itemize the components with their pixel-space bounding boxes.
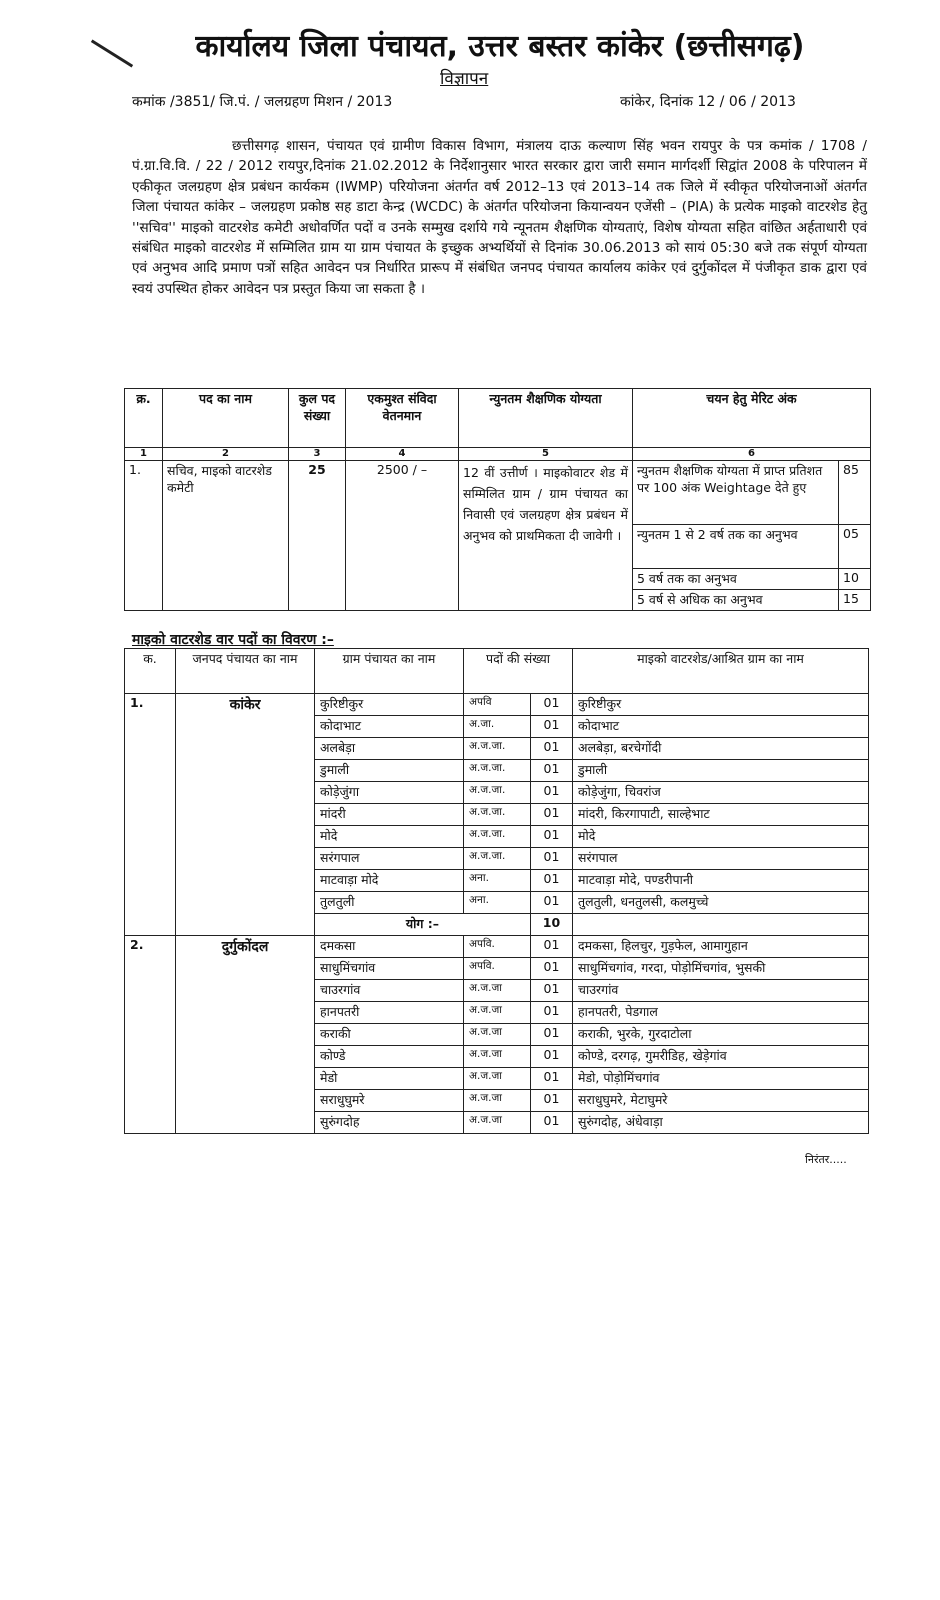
header-merit: चयन हेतु मेरिट अंक [633, 389, 871, 448]
table-row [125, 694, 869, 716]
row-pay: 2500 / – [346, 461, 459, 611]
village-names: सराधुघुमरे, मेटाघुमरे [573, 1090, 869, 1112]
col-number: 3 [289, 448, 346, 461]
post-count: 01 [531, 694, 573, 716]
empty-cell [573, 914, 869, 936]
continued-label: निरंतर..... [805, 1153, 847, 1166]
col-number: 4 [346, 448, 459, 461]
header-janpad: जनपद पंचायत का नाम [176, 649, 315, 694]
reservation-category: अ.ज.जा [464, 1002, 531, 1024]
gram-panchayat: कोण्डे [315, 1046, 464, 1068]
gram-panchayat: अलबेड़ा [315, 738, 464, 760]
village-names: कोदाभाट [573, 716, 869, 738]
total-label: योग :– [315, 914, 531, 936]
header-sr: क्र. [125, 389, 163, 448]
group-sr: 2. [125, 936, 176, 1134]
col-number: 5 [459, 448, 633, 461]
reservation-category: अपवि [464, 694, 531, 716]
reservation-category: अना. [464, 870, 531, 892]
village-names: अलबेड़ा, बरचेगोंदी [573, 738, 869, 760]
reservation-category: अ.ज.जा [464, 980, 531, 1002]
gram-panchayat: मेडो [315, 1068, 464, 1090]
village-names: कोण्डे, दरगढ़, गुमरीडिह, खेड़ेगांव [573, 1046, 869, 1068]
post-count: 01 [531, 804, 573, 826]
gram-panchayat: सराधुघुमरे [315, 1090, 464, 1112]
reference-date: कांकेर, दिनांक 12 / 06 / 2013 [620, 94, 796, 110]
gram-panchayat: सुरुंगदोह [315, 1112, 464, 1134]
col-number: 1 [125, 448, 163, 461]
reservation-category: अ.ज.जा [464, 1112, 531, 1134]
post-count: 01 [531, 738, 573, 760]
janpad-name: कांकेर [176, 694, 315, 936]
merit-criterion: 5 वर्ष तक का अनुभव [633, 569, 839, 590]
gram-panchayat: मोदे [315, 826, 464, 848]
reservation-category: अ.ज.जा. [464, 826, 531, 848]
row-post: सचिव, माइको वाटरशेड कमेटी [163, 461, 289, 611]
posts-table [124, 388, 871, 611]
table-row [125, 936, 869, 958]
watershed-table [124, 648, 869, 1134]
village-names: सुरुंगदोह, अंधेवाड़ा [573, 1112, 869, 1134]
village-names: मोदे [573, 826, 869, 848]
janpad-name: दुर्गुकोंदल [176, 936, 315, 1134]
col-number: 6 [633, 448, 871, 461]
header-village: माइको वाटरशेड/आश्रित ग्राम का नाम [573, 649, 869, 694]
reservation-category: अपवि. [464, 936, 531, 958]
header-sr: क. [125, 649, 176, 694]
post-count: 01 [531, 1002, 573, 1024]
post-count: 01 [531, 936, 573, 958]
village-names: चाउरगांव [573, 980, 869, 1002]
village-names: मेडो, पोड़ोमिंचगांव [573, 1068, 869, 1090]
reservation-category: अ.ज.जा. [464, 738, 531, 760]
village-names: दमकसा, हिलचुर, गुड़फेल, आमागुहान [573, 936, 869, 958]
post-count: 01 [531, 892, 573, 914]
village-names: सरंगपाल [573, 848, 869, 870]
gram-panchayat: माटवाड़ा मोदे [315, 870, 464, 892]
post-count: 01 [531, 826, 573, 848]
reservation-category: अ.ज.जा. [464, 848, 531, 870]
merit-marks: 05 [839, 525, 871, 569]
header-post-count: पदों की संख्या [464, 649, 573, 694]
post-count: 01 [531, 1024, 573, 1046]
post-count: 01 [531, 1090, 573, 1112]
gram-panchayat: मांदरी [315, 804, 464, 826]
post-count: 01 [531, 1112, 573, 1134]
header-count: कुल पद संख्या [289, 389, 346, 448]
total-count: 10 [531, 914, 573, 936]
village-names: कुरिष्टीकुर [573, 694, 869, 716]
gram-panchayat: कोड़ेजुंगा [315, 782, 464, 804]
section-title: माइको वाटरशेड वार पदों का विवरण :– [132, 632, 334, 648]
village-names: माटवाड़ा मोदे, पण्डरीपानी [573, 870, 869, 892]
group-sr: 1. [125, 694, 176, 936]
reservation-category: अ.ज.जा [464, 1046, 531, 1068]
village-names: साधुमिंचगांव, गरदा, पोड़ोमिंचगांव, भुसकी [573, 958, 869, 980]
village-names: कराकी, भुरके, गुरदाटोला [573, 1024, 869, 1046]
gram-panchayat: चाउरगांव [315, 980, 464, 1002]
reservation-category: अ.ज.जा. [464, 760, 531, 782]
advertisement-label: विज्ञापन [440, 69, 489, 89]
post-count: 01 [531, 870, 573, 892]
row-count: 25 [289, 461, 346, 611]
gram-panchayat: हानपतरी [315, 1002, 464, 1024]
post-count: 01 [531, 980, 573, 1002]
gram-panchayat: कराकी [315, 1024, 464, 1046]
reference-number: कमांक /3851/ जि.पं. / जलग्रहण मिशन / 2013 [132, 94, 393, 110]
village-names: तुलतुली, धनतुलसी, कलमुच्चे [573, 892, 869, 914]
village-names: डुमाली [573, 760, 869, 782]
reservation-category: अना. [464, 892, 531, 914]
village-names: कोड़ेजुंगा, चिवरांज [573, 782, 869, 804]
merit-criterion: न्युनतम शैक्षणिक योग्यता में प्राप्त प्रतिशत पर 100 अंक Weightage देते हुए [633, 461, 839, 525]
gram-panchayat: साधुमिंचगांव [315, 958, 464, 980]
reservation-category: अ.ज.जा. [464, 804, 531, 826]
pen-mark [91, 40, 133, 68]
post-count: 01 [531, 848, 573, 870]
post-count: 01 [531, 1068, 573, 1090]
header-post: पद का नाम [163, 389, 289, 448]
village-names: मांदरी, किरगापाटी, साल्हेभाट [573, 804, 869, 826]
reservation-category: अ.ज.जा [464, 1068, 531, 1090]
col-number: 2 [163, 448, 289, 461]
merit-criterion: न्युनतम 1 से 2 वर्ष तक का अनुभव [633, 525, 839, 569]
header-qualification: न्युनतम शैक्षणिक योग्यता [459, 389, 633, 448]
merit-marks: 15 [839, 590, 871, 611]
gram-panchayat: तुलतुली [315, 892, 464, 914]
reservation-category: अ.जा. [464, 716, 531, 738]
notice-body: छत्तीसगढ़ शासन, पंचायत एवं ग्रामीण विकास विभाग, मंत्रालय दाऊ कल्याण सिंह भवन रायपुर के पत्र कमांक / 1708 / पं.ग्रा.वि.वि. / 22 / 2012 रायपुर,दिनांक 21.02.2012 के निर्देशानुसार भारत सरकार द्वारा जारी समान मार्गदर्शी सिद्वांत 2008 के परिपालन में एकीकृत जलग्रहण क्षेत्र प्रबंधन कार्यकम (IWMP) परियोजना अंतर्गत वर्ष 2012–13 एवं 2013–14 तक जिले में स्वीकृत परियोजनाओं अंतर्गत जिला पंचायत कांकेर – जलग्रहण प्रकोष्ठ सह डाटा केन्द्र (WCDC) के अंतर्गत परियोजना कियान्वयन एजेंसी – (PIA) के प्रत्येक माइको वाटरशेड हेतु ''सचिव'' माइको वाटरशेड कमेटी अधोवर्णित पदों व उनके सम्मुख दर्शाये गये न्यूनतम शैक्षणिक योग्यताएं, विशेष योग्यता सहित वांछित अर्हताधारी एवं संबंधित माइको वाटरशेड में सम्मिलित ग्राम या ग्राम पंचायत के इच्छुक अभ्यर्थियों से दिनांक 30.06.2013 को सायं 05:30 बजे तक संपूर्ण योग्यता एवं अनुभव आदि प्रमाण पत्रों सहित आवेदन पत्र निर्धारित प्रारूप में संबंधित जनपद पंचायत कार्यालय कांकेर एवं दुर्गुकोंदल में पंजीकृत डाक द्वारा एवं स्वयं उपस्थित होकर आवेदन पत्र प्रस्तुत किया जा सकता है । [132, 138, 867, 297]
reservation-category: अपवि. [464, 958, 531, 980]
header-pay: एकमुश्त संविदा वेतनमान [346, 389, 459, 448]
post-count: 01 [531, 760, 573, 782]
reservation-category: अ.ज.जा. [464, 782, 531, 804]
post-count: 01 [531, 958, 573, 980]
village-names: हानपतरी, पेडगाल [573, 1002, 869, 1024]
gram-panchayat: कोदाभाट [315, 716, 464, 738]
gram-panchayat: सरंगपाल [315, 848, 464, 870]
post-count: 01 [531, 782, 573, 804]
row-sr: 1. [125, 461, 163, 611]
gram-panchayat: डुमाली [315, 760, 464, 782]
merit-criterion: 5 वर्ष से अधिक का अनुभव [633, 590, 839, 611]
reservation-category: अ.ज.जा [464, 1090, 531, 1112]
merit-marks: 85 [839, 461, 871, 525]
post-count: 01 [531, 1046, 573, 1068]
office-title: कार्यालय जिला पंचायत, उत्तर बस्तर कांकेर (छत्तीसगढ़) [195, 29, 805, 64]
gram-panchayat: कुरिष्टीकुर [315, 694, 464, 716]
merit-marks: 10 [839, 569, 871, 590]
row-qualification: 12 वीं उत्तीर्ण । माइकोवाटर शेड में सम्मिलित ग्राम / ग्राम पंचायत का निवासी एवं जलग्रहण क्षेत्र प्रबंधन में अनुभव को प्राथमिकता दी जावेगी । [459, 461, 633, 611]
reservation-category: अ.ज.जा [464, 1024, 531, 1046]
post-count: 01 [531, 716, 573, 738]
gram-panchayat: दमकसा [315, 936, 464, 958]
header-gram-panchayat: ग्राम पंचायत का नाम [315, 649, 464, 694]
